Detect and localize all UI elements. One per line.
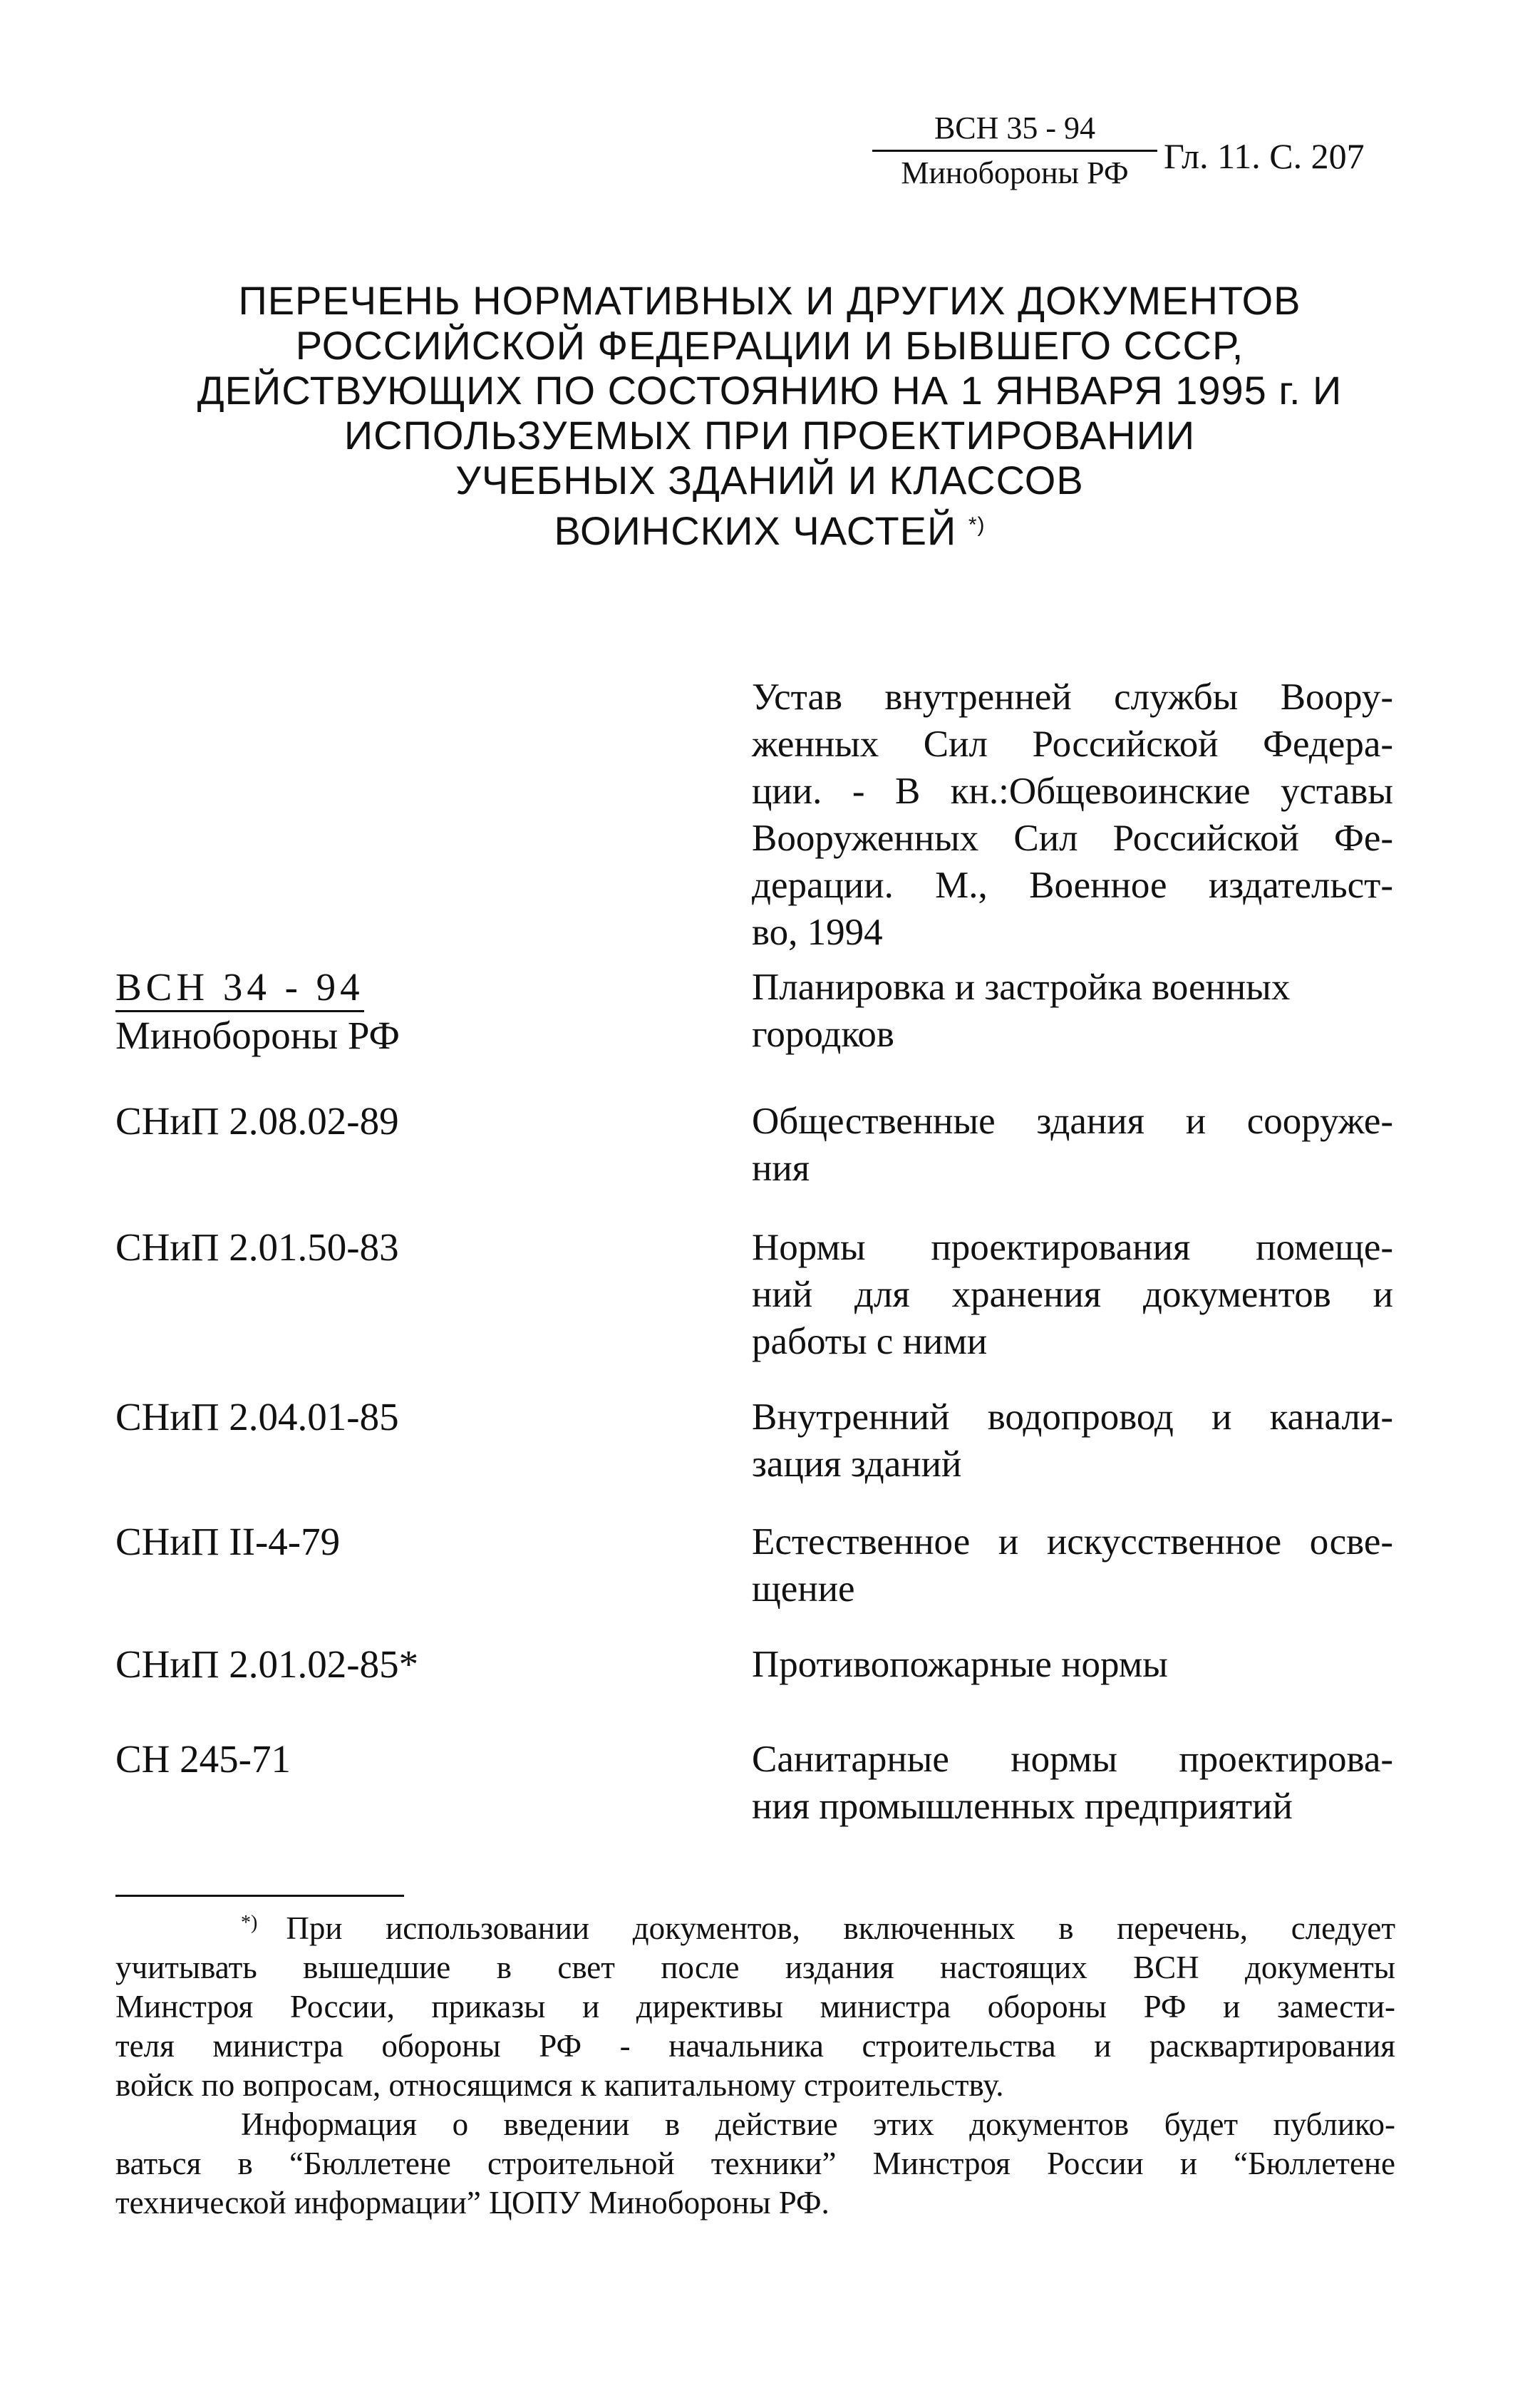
document-title-line: Вооруженных Сил Российской Фе-	[752, 818, 1393, 859]
document-title-line: женных Сил Российской Федера-	[752, 724, 1393, 765]
document-entry-code: СНиП 2.04.01-85	[115, 1395, 399, 1438]
document-title-line: ния	[752, 1148, 810, 1189]
document-entry-code: СНиП 2.01.02-85*	[115, 1642, 419, 1686]
header-doc-code: ВСН 35 - 94	[872, 113, 1157, 152]
footnote-divider	[115, 1895, 404, 1897]
document-title-line: городков	[752, 1014, 894, 1055]
document-entry-title	[752, 964, 1393, 1058]
footnote-line: Информация о введении в действие этих документов будет публико-	[241, 2106, 1395, 2142]
title-line: УЧЕБНЫХ ЗДАНИЙ И КЛАССОВ	[455, 458, 1084, 503]
footnote-line: технической информации” ЦОПУ Минобороны РФ.	[115, 2185, 830, 2220]
document-title-line: ний для хранения документов и	[752, 1274, 1393, 1315]
header-page-ref: Гл. 11. С. 207	[1164, 136, 1365, 176]
document-title-line: Естественное и искусственное осве-	[752, 1521, 1393, 1563]
title-line: ИСПОЛЬЗУЕМЫХ ПРИ ПРОЕКТИРОВАНИИ	[343, 413, 1196, 458]
document-title-line: работы с ними	[752, 1321, 988, 1362]
title-line-text: ВОИНСКИХ ЧАСТЕЙ	[554, 508, 957, 553]
document-entry-title	[752, 1224, 1393, 1365]
document-entry-title	[752, 674, 1393, 956]
document-entry-title	[752, 1736, 1393, 1830]
document-entry-title	[752, 1394, 1393, 1488]
document-title-line: Нормы проектирования помеще-	[752, 1227, 1393, 1268]
document-entry-title	[752, 1518, 1393, 1612]
title-line: ДЕЙСТВУЮЩИХ ПО СОСТОЯНИЮ НА 1 ЯНВАРЯ 1995 г. И	[197, 368, 1343, 413]
document-title-line: зация зданий	[752, 1443, 962, 1485]
title-line: РОССИЙСКОЙ ФЕДЕРАЦИИ И БЫВШЕГО СССР,	[295, 323, 1244, 368]
footnote	[115, 1903, 1395, 2223]
title-line-last	[128, 503, 1411, 553]
document-entry-code	[115, 964, 400, 1059]
document-title-line: дерации. М., Военное издательст-	[752, 865, 1393, 906]
document-title-line: ния промышленных предприятий	[752, 1786, 1293, 1827]
document-designation	[872, 110, 1157, 190]
document-entry-code: СН 245-71	[115, 1737, 291, 1781]
document-title-line: во, 1994	[752, 912, 883, 953]
document-title-line: Общественные здания и сооруже-	[752, 1101, 1393, 1142]
document-entry-title	[752, 1098, 1393, 1192]
footnote-line: ваться в “Бюллетене строительной техники” Минстроя России и “Бюллетене	[115, 2146, 1395, 2181]
footnote-line: Минстроя России, приказы и директивы министра обороны РФ и замести-	[115, 1989, 1395, 2024]
document-entry-title	[752, 1641, 1393, 1688]
document-title-line: Внутренний водопровод и канали-	[752, 1396, 1393, 1438]
document-code-ministry: Минобороны РФ	[115, 1014, 400, 1057]
header-ministry: Минобороны РФ	[901, 155, 1129, 190]
document-title-line: щение	[752, 1568, 855, 1610]
document-title-line: Устав внутренней службы Воору-	[752, 676, 1393, 718]
footnote-line-first	[115, 1903, 1395, 1948]
footnote-text: При использовании документов, включенных в перечень, следует	[286, 1910, 1395, 1946]
title-line: ПЕРЕЧЕНЬ НОРМАТИВНЫХ И ДРУГИХ ДОКУМЕНТОВ	[238, 278, 1301, 323]
document-title-line: Противопожарные нормы	[752, 1644, 1168, 1685]
document-title-line: ции. - В кн.:Общевоинские уставы	[752, 771, 1393, 812]
document-entry-code: СНиП II-4-79	[115, 1520, 341, 1563]
page-title	[128, 278, 1411, 553]
document-entry-code: СНиП 2.08.02-89	[115, 1099, 399, 1143]
document-entry-code: СНиП 2.01.50-83	[115, 1225, 399, 1269]
document-title-line: Санитарные нормы проектирова-	[752, 1739, 1393, 1780]
document-title-line: Планировка и застройка военных	[752, 967, 1291, 1008]
footnote-mark: *)	[241, 1912, 258, 1934]
footnote-line: учитывать вышедшие в свет после издания настоящих ВСН документы	[115, 1950, 1395, 1985]
document-code-underlined: ВСН 34 - 94	[115, 966, 364, 1012]
footnote-line: теля министра обороны РФ - начальника строительства и расквартирования	[115, 2028, 1395, 2064]
title-footnote-mark: *)	[968, 513, 986, 537]
footnote-line: войск по вопросам, относящимся к капитальному строительству.	[115, 2067, 1004, 2103]
